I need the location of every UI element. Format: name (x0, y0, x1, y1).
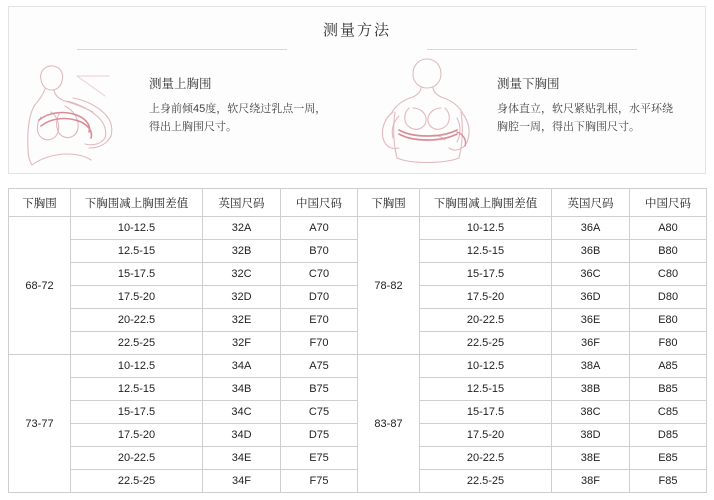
diff-cell: 12.5-15 (71, 240, 203, 263)
cn-size-cell: C70 (281, 263, 358, 286)
diff-cell: 10-12.5 (71, 217, 203, 240)
band-cell-right: 78-82 (358, 217, 420, 355)
diff-cell: 10-12.5 (71, 355, 203, 378)
upper-bust-measure-illustration (21, 54, 141, 166)
diff-cell: 12.5-15 (420, 378, 552, 401)
diff-cell: 10-12.5 (420, 217, 552, 240)
band-cell-left: 68-72 (9, 217, 71, 355)
table-header-cell: 英国尺码 (203, 189, 281, 217)
cn-size-cell: A70 (281, 217, 358, 240)
table-header-row (9, 189, 707, 217)
uk-size-cell: 36D (552, 286, 630, 309)
diff-cell: 12.5-15 (71, 378, 203, 401)
cn-size-cell: D80 (630, 286, 707, 309)
under-bust-caption (489, 54, 679, 136)
diff-cell: 10-12.5 (420, 355, 552, 378)
table-header-cell: 下胸围 (9, 189, 71, 217)
uk-size-cell: 36E (552, 309, 630, 332)
cn-size-cell: C85 (630, 401, 707, 424)
size-chart (8, 188, 706, 493)
cn-size-cell: A75 (281, 355, 358, 378)
upper-bust-caption (141, 54, 331, 136)
diff-cell: 12.5-15 (420, 240, 552, 263)
diff-cell: 22.5-25 (71, 470, 203, 493)
cn-size-cell: C75 (281, 401, 358, 424)
uk-size-cell: 32C (203, 263, 281, 286)
cn-size-cell: F70 (281, 332, 358, 355)
diff-cell: 15-17.5 (420, 401, 552, 424)
uk-size-cell: 32A (203, 217, 281, 240)
cn-size-cell: F85 (630, 470, 707, 493)
title-divider (77, 49, 637, 50)
cn-size-cell: B80 (630, 240, 707, 263)
diff-cell: 15-17.5 (420, 263, 552, 286)
uk-size-cell: 38A (552, 355, 630, 378)
uk-size-cell: 38D (552, 424, 630, 447)
uk-size-cell: 34B (203, 378, 281, 401)
cn-size-cell: F80 (630, 332, 707, 355)
cn-size-cell: B70 (281, 240, 358, 263)
uk-size-cell: 34F (203, 470, 281, 493)
uk-size-cell: 38E (552, 447, 630, 470)
cn-size-cell: C80 (630, 263, 707, 286)
table-header-cell: 下胸围减上胸围差值 (420, 189, 552, 217)
cn-size-cell: B75 (281, 378, 358, 401)
cn-size-cell: B85 (630, 378, 707, 401)
diff-cell: 22.5-25 (420, 470, 552, 493)
diff-cell: 22.5-25 (71, 332, 203, 355)
under-bust-measure-illustration (369, 54, 489, 166)
diff-cell: 20-22.5 (420, 447, 552, 470)
upper-bust-caption-title: 测量上胸围 (149, 77, 212, 91)
diff-cell: 22.5-25 (420, 332, 552, 355)
cn-size-cell: A80 (630, 217, 707, 240)
under-bust-caption-title: 测量下胸围 (497, 77, 560, 91)
cn-size-cell: E80 (630, 309, 707, 332)
uk-size-cell: 36F (552, 332, 630, 355)
under-bust-caption-body: 身体直立，软尺紧贴乳根，水平环绕胸腔一周，得出下胸围尺寸。 (497, 103, 673, 134)
band-cell-right: 83-87 (358, 355, 420, 493)
cn-size-cell: F75 (281, 470, 358, 493)
table-header-cell: 中国尺码 (281, 189, 358, 217)
uk-size-cell: 34D (203, 424, 281, 447)
uk-size-cell: 32B (203, 240, 281, 263)
diff-cell: 20-22.5 (420, 309, 552, 332)
table-row (9, 217, 707, 240)
diff-cell: 17.5-20 (420, 424, 552, 447)
under-bust-panel (357, 54, 705, 166)
uk-size-cell: 36B (552, 240, 630, 263)
cn-size-cell: D70 (281, 286, 358, 309)
size-table (8, 188, 707, 493)
cn-size-cell: D85 (630, 424, 707, 447)
diff-cell: 15-17.5 (71, 401, 203, 424)
diff-cell: 17.5-20 (420, 286, 552, 309)
cn-size-cell: E75 (281, 447, 358, 470)
uk-size-cell: 32D (203, 286, 281, 309)
page-title: 测量方法 (322, 22, 391, 39)
table-header-cell: 下胸围减上胸围差值 (71, 189, 203, 217)
uk-size-cell: 38B (552, 378, 630, 401)
upper-bust-caption-body: 上身前倾45度，软尺绕过乳点一周，得出上胸围尺寸。 (149, 103, 327, 134)
diff-cell: 20-22.5 (71, 447, 203, 470)
uk-size-cell: 36C (552, 263, 630, 286)
diff-cell: 17.5-20 (71, 286, 203, 309)
cn-size-cell: D75 (281, 424, 358, 447)
diff-cell: 15-17.5 (71, 263, 203, 286)
cn-size-cell: A85 (630, 355, 707, 378)
uk-size-cell: 32F (203, 332, 281, 355)
table-header-cell: 英国尺码 (552, 189, 630, 217)
uk-size-cell: 34E (203, 447, 281, 470)
band-cell-left: 73-77 (9, 355, 71, 493)
cn-size-cell: E85 (630, 447, 707, 470)
table-row (9, 355, 707, 378)
diff-cell: 20-22.5 (71, 309, 203, 332)
uk-size-cell: 32E (203, 309, 281, 332)
uk-size-cell: 36A (552, 217, 630, 240)
cn-size-cell: E70 (281, 309, 358, 332)
diff-cell: 17.5-20 (71, 424, 203, 447)
uk-size-cell: 38C (552, 401, 630, 424)
table-header-cell: 下胸围 (358, 189, 420, 217)
measurement-instructions-panel (8, 6, 706, 174)
uk-size-cell: 34C (203, 401, 281, 424)
uk-size-cell: 38F (552, 470, 630, 493)
uk-size-cell: 34A (203, 355, 281, 378)
table-header-cell: 中国尺码 (630, 189, 707, 217)
upper-bust-panel (9, 54, 357, 166)
